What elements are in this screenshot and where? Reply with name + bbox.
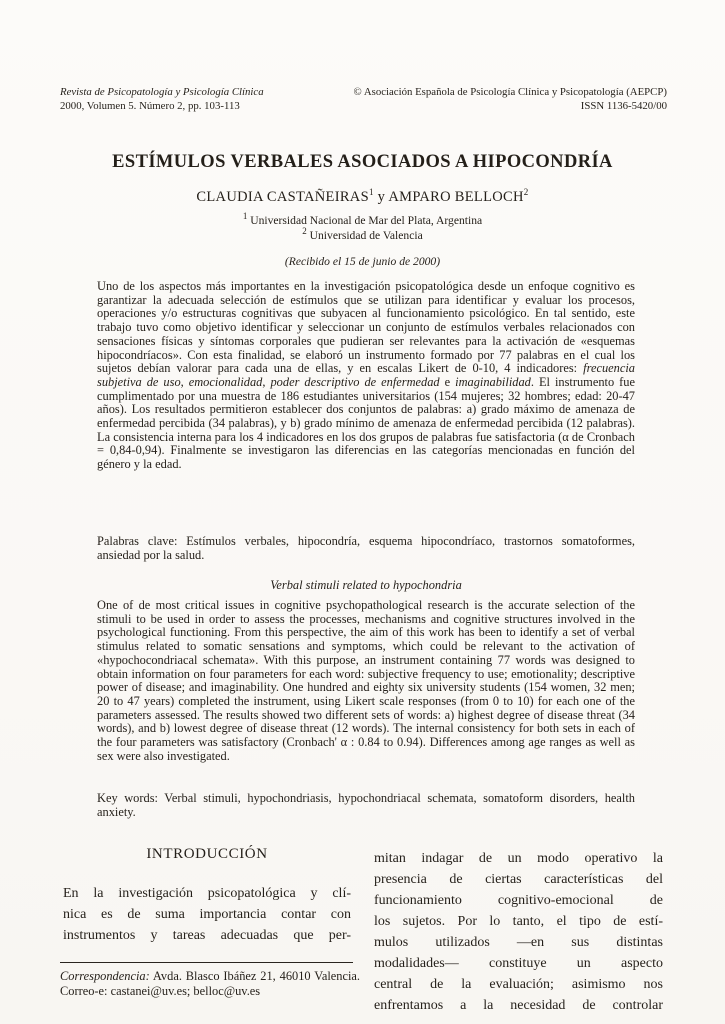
journal-info <box>60 86 264 113</box>
copyright-line: © Asociación Española de Psicología Clínica y Psicopatología (AEPCP) <box>353 86 667 98</box>
journal-name: Revista de Psicopatología y Psicología Clínica <box>60 86 264 98</box>
intro-left-line: instrumentos y tareas adecuadas que per- <box>63 928 351 943</box>
correspondence-label: Correspondencia: <box>60 969 150 983</box>
intro-right-line: modalidades— constituye un aspecto <box>374 956 663 971</box>
footnote-rule <box>60 962 353 963</box>
authors-line <box>0 189 725 206</box>
intro-right-line: presencia de ciertas características del <box>374 872 663 887</box>
affiliation-2 <box>0 225 725 244</box>
abstract-es-sep-1: , <box>180 374 189 389</box>
affiliation-1 <box>0 211 725 229</box>
abstract-spanish <box>97 280 635 472</box>
intro-left-line: En la investigación psicopatológica y clí- <box>63 886 351 901</box>
intro-right-line: mitan indagar de un modo operativo la <box>374 851 663 866</box>
correspondence-footnote <box>60 969 360 999</box>
correspondence-text: Avda. Blasco Ibáñez 21, 46010 Valencia. Correo-e: castanei@uv.es; belloc@uv.es <box>60 969 360 998</box>
abstract-es-indicator-1: frecuencia subjetiva de uso <box>97 361 635 389</box>
affiliation-1-text: Universidad Nacional de Mar del Plata, Argentina <box>247 214 483 227</box>
affiliation-2-superscript: 2 <box>302 225 307 236</box>
intro-left-column <box>63 883 351 946</box>
received-date: (Recibido el 15 de junio de 2000) <box>284 255 441 268</box>
abstract-es-sep-3: e <box>439 374 456 389</box>
intro-right-line: funcionamiento cognitivo-emocional de <box>374 893 663 908</box>
abstract-es-indicator-4: imaginabilidad <box>455 374 531 389</box>
affiliations <box>0 211 725 243</box>
abstract-es-indicator-3: poder descriptivo de enfermedad <box>270 374 440 389</box>
affiliation-2-text: Universidad de Valencia <box>306 228 423 242</box>
introduction-heading: INTRODUCCIÓN <box>146 846 268 862</box>
abstract-es-sep-2: , <box>262 374 271 389</box>
intro-right-line: mulos utilizados —en sus distintas <box>374 935 663 950</box>
article-title: ESTÍMULOS VERBALES ASOCIADOS A HIPOCONDRÍA <box>112 152 613 172</box>
keywords-spanish: Palabras clave: Estímulos verbales, hipocondría, esquema hipocondríaco, trastornos somatoformes, ansiedad por la salud. <box>97 534 635 562</box>
author-2-superscript: 2 <box>523 187 529 198</box>
authors-connector: y <box>373 189 389 205</box>
abstract-es-text: Uno de los aspectos más importantes en la investigación psicopatológica desde un enfoque cognitivo es garantizar la adecuada selección de estímulos que se utilizan para identificar y evaluar los procesos, operaciones y/o estructuras cognitivas que subyacen al funcionamiento psicológico. En tal sentido, este trabajo tuvo como objetivo identificar y seleccionar un conjunto de estímulos verbales relacionados con sensaciones físicas y síntomas corporales que pudieran ser relevantes para la activación de «esquemas hipocondríacos». Con esta finalidad, se elaboró un instrumento formado por 77 palabras en el cual los sujetos debían valorar para cada una de ellas, y en escalas Likert de 0-10, 4 indicadores: <box>97 279 635 376</box>
english-title: Verbal stimuli related to hypochondria <box>270 578 462 592</box>
author-1-superscript: 1 <box>368 187 374 198</box>
journal-header <box>60 86 667 113</box>
abstract-es-text-end: . El instrumento fue cumplimentado por una muestra de 186 estudiantes universitarios (154 mujeres; 32 hombres; edad: 20-47 años). Los resultados permitieron establecer dos conjuntos de palabras: a) grado máximo de amenaza de enfermedad percibida (34 palabras), y b) grado mínimo de amenaza de enfermedad percibida (12 palabras). La consistencia interna para los 4 indicadores en los dos grupos de palabras fue satisfactoria (α de Cronbach = 0,84-0,94). Finalmente se investigaron las diferencias en las categorías mencionadas en función del género y la edad. <box>97 374 635 472</box>
affiliation-1-superscript: 1 <box>242 211 248 222</box>
intro-right-column <box>374 848 663 1016</box>
intro-right-line: los sujetos. Por lo tanto, el tipo de estí- <box>374 914 663 929</box>
intro-right-line: central de la evaluación; asimismo nos <box>374 977 663 992</box>
copyright-info <box>354 86 667 113</box>
journal-issue: 2000, Volumen 5. Número 2, pp. 103-113 <box>60 99 240 112</box>
issn-line: ISSN 1136-5420/00 <box>580 99 667 112</box>
abstract-es-indicator-2: emocionalidad <box>188 374 263 389</box>
abstract-english: One of de most critical issues in cognitive psychopathological research is the accurate selection of the stimuli to be used in order to assess the processes, mechanisms and cognitive structures involved in the psychological functioning. From this perspective, the aim of this work has been to identify a set of verbal stimulus related to somatic sensations and symptoms, which could be relevant to the activation of «hypochocondriacal schemata». With this purpose, an instrument containing 77 words was designed to obtain information on four parameters for each word: subjective frequency to use; emotionality; descriptive power of disease; and imaginability. One hundred and eighty six university students (154 women, 32 men; 20 to 47 years) completed the instrument, using Likert scale responses (from 0 to 10) for each one of the parameters assessed. The results showed two different sets of words: a) highest degree of disease threat (34 words), and b) lowest degree of disease threat (12 words). The internal consistency for both sets in each of the four parameters was satisfactory (Cronbach' α : 0.84 to 0.94). Differences among age ranges as well as sex were also investigated. <box>97 598 635 763</box>
keywords-english: Key words: Verbal stimuli, hypochondriasis, hypochondriacal schemata, somatoform disorders, health anxiety. <box>97 791 635 819</box>
intro-right-line: enfrentamos a la necesidad de controlar <box>374 998 663 1013</box>
author-2: AMPARO BELLOCH <box>388 189 524 205</box>
author-1: CLAUDIA CASTAÑEIRAS <box>196 189 369 205</box>
intro-left-line: nica es de suma importancia contar con <box>63 907 351 922</box>
